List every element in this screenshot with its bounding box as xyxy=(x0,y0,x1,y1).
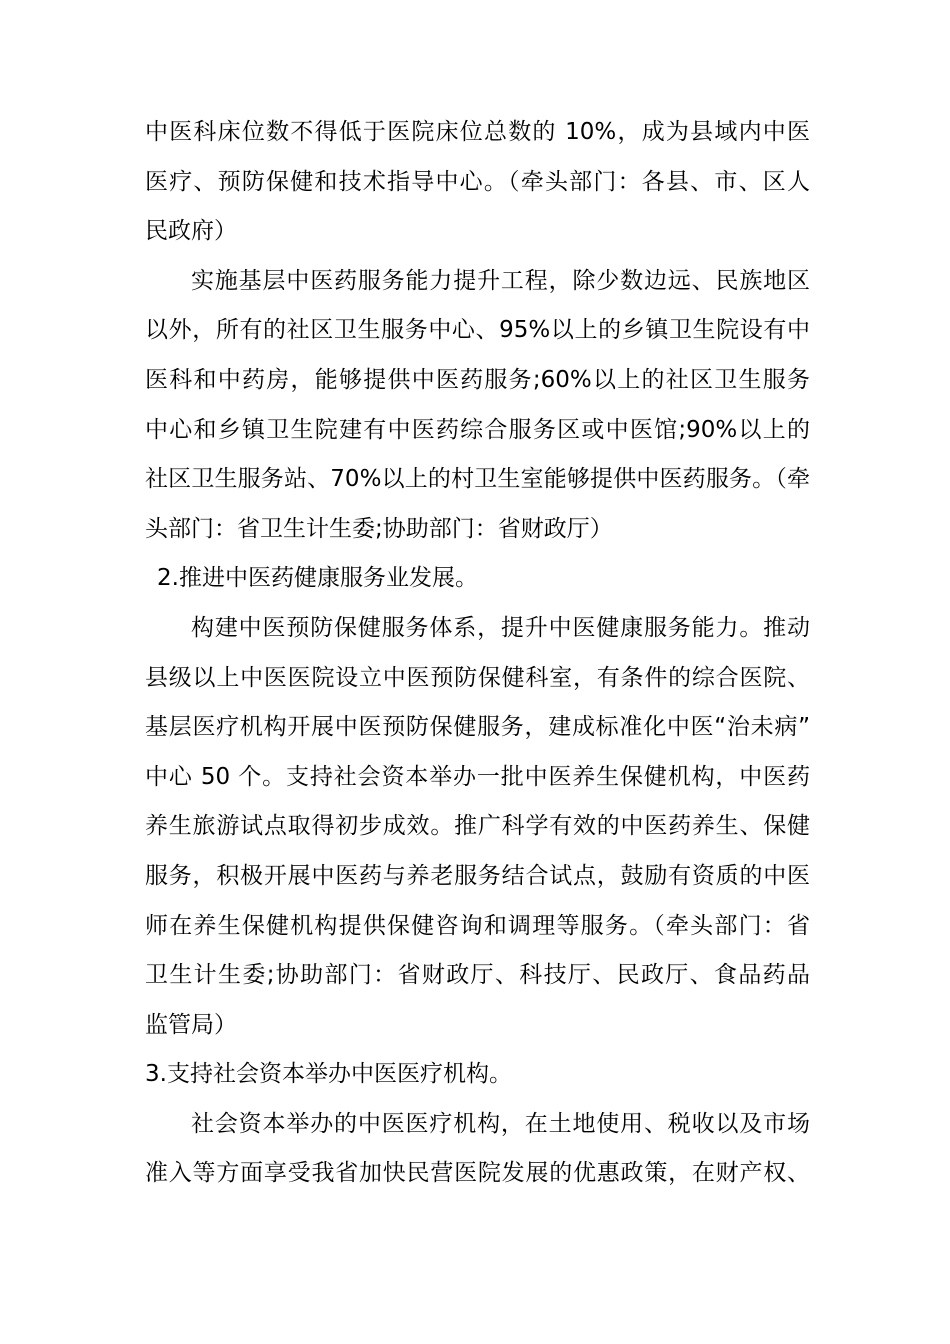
paragraph-3-line-3: 基层医疗机构开展中医预防保健服务，建成标准化中医“治未病” xyxy=(145,714,810,741)
paragraph-3-line-2: 县级以上中医医院设立中医预防保健科室，有条件的综合医院、 xyxy=(145,664,810,691)
paragraph-2-line-6: 头部门：省卫生计生委;协助部门：省财政厅） xyxy=(145,515,613,542)
section-heading-3: 3.支持社会资本举办中医医疗机构。 xyxy=(145,1061,512,1088)
section-heading-2: 2.推进中医药健康服务业发展。 xyxy=(157,565,478,592)
paragraph-3-line-6: 服务，积极开展中医药与养老服务结合试点，鼓励有资质的中医 xyxy=(145,862,810,889)
paragraph-4-line-2: 准入等方面享受我省加快民营医院发展的优惠政策，在财产权、 xyxy=(145,1160,810,1187)
paragraph-2-line-4: 中心和乡镇卫生院建有中医药综合服务区或中医馆;90%以上的 xyxy=(145,416,810,443)
paragraph-1-line-1: 中医科床位数不得低于医院床位总数的 10%，成为县域内中医 xyxy=(145,119,810,145)
paragraph-3-line-9: 监管局） xyxy=(145,1011,237,1038)
document-body xyxy=(145,108,810,1199)
paragraph-1-line-2: 医疗、预防保健和技术指导中心。（牵头部门：各县、市、区人 xyxy=(145,168,810,195)
paragraph-3-line-4: 中心 50 个。支持社会资本举办一批中医养生保健机构，中医药 xyxy=(145,763,810,790)
paragraph-2-line-5: 社区卫生服务站、70%以上的村卫生室能够提供中医药服务。（牵 xyxy=(145,466,810,493)
paragraph-1-line-3: 民政府） xyxy=(145,218,237,245)
paragraph-2-line-1: 实施基层中医药服务能力提升工程，除少数边远、民族地区 xyxy=(191,267,810,294)
paragraph-3-line-1: 构建中医预防保健服务体系，提升中医健康服务能力。推动 xyxy=(191,614,810,641)
paragraph-2-line-2: 以外，所有的社区卫生服务中心、95%以上的乡镇卫生院设有中 xyxy=(145,317,810,344)
paragraph-2-line-3: 医科和中药房，能够提供中医药服务;60%以上的社区卫生服务 xyxy=(145,366,810,393)
paragraph-3-line-8: 卫生计生委;协助部门：省财政厅、科技厅、民政厅、食品药品 xyxy=(145,962,810,989)
paragraph-3-line-5: 养生旅游试点取得初步成效。推广科学有效的中医药养生、保健 xyxy=(145,813,810,840)
paragraph-3-line-7: 师在养生保健机构提供保健咨询和调理等服务。（牵头部门：省 xyxy=(145,912,810,939)
paragraph-4-line-1: 社会资本举办的中医医疗机构，在土地使用、税收以及市场 xyxy=(191,1110,810,1137)
